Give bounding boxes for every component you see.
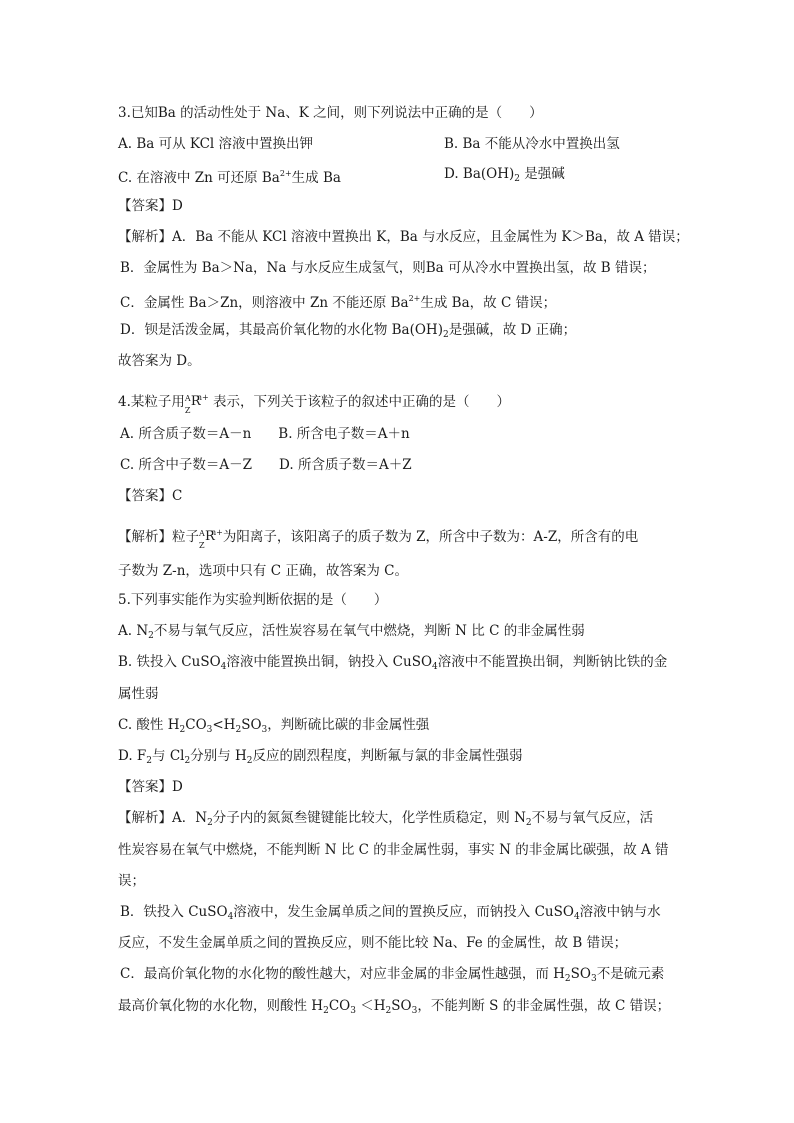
- q5-option-d: D. $F_2$与 $Cl_2$分别与 $H_2$反应的剧烈程度，判断氟与氯的非金属性强弱: [118, 748, 523, 766]
- q4-stem: 4.某粒子用 A Z R $^{n+}$ 表示，下列关于该粒子的叙述中正确的是（ ）: [118, 393, 511, 415]
- q5-stem: 5.下列事实能作为实验判断依据的是（ ）: [118, 592, 388, 608]
- q3-option-d: D. $Ba(OH)_2$ 是强碱: [444, 166, 565, 184]
- q5-answer: 【答案】D: [118, 779, 183, 795]
- q4-options-cd: C. 所含中子数＝A－Z D. 所含质子数＝A＋Z: [120, 457, 412, 473]
- q5-explanation-line: 【解析】A．$N_2$分子内的氮氮叁键键能比较大，化学性质稳定，则 $N_2$不易与氧气反应，活: [118, 810, 654, 828]
- q5-explanation-line: 误；: [118, 873, 145, 889]
- q3-option-c: C. 在溶液中 Zn 可还原 $Ba^{2+}$生成 Ba: [118, 169, 341, 186]
- nuclide-symbol: A Z R: [184, 394, 201, 415]
- q5-explanation-line: 性炭容易在氧气中燃烧，不能判断 N 比 C 的非金属性弱，事实 N 的非金属比碳强，故 A 错: [118, 842, 669, 858]
- nuclide-symbol: A Z R: [199, 529, 215, 550]
- q4-explanation-line: 子数为 Z-n，选项中只有 C 正确，故答案为 C。: [118, 563, 408, 579]
- q5-option-b: B. 铁投入 CuSO$_4$溶液中能置换出铜，钠投入 CuSO$_4$溶液中不能置换出铜，判断钠比铁的金: [118, 654, 668, 672]
- q4-explanation-line: 【解析】粒子 A Z R $^{n+}$为阳离子，该阳离子的质子数为 Z，所含中子数为：A-Z，所含有的电: [118, 528, 639, 550]
- q5-option-a: A. $N_2$不易与氧气反应，活性炭容易在氧气中燃烧，判断 N 比 C 的非金属性弱: [118, 623, 585, 641]
- q3-explanation-line: B．金属性为 Ba＞Na，Na 与水反应生成氢气，则Ba 可从冷水中置换出氢，故 B 错误；: [120, 260, 656, 276]
- q4-answer: 【答案】C: [118, 488, 183, 504]
- q5-explanation-line: 反应，不发生金属单质之间的置换反应，则不能比较 Na、Fe 的金属性，故 B 错误；: [118, 935, 628, 951]
- q5-explanation-line: B．铁投入 CuSO$_4$溶液中，发生金属单质之间的置换反应，而钠投入 CuSO$_4$溶液中钠与水: [120, 904, 661, 922]
- q3-explanation-line: D．钡是活泼金属，其最高价氧化物的水化物 $Ba(OH)_2$是强碱，故 D 正确；: [120, 322, 577, 340]
- q4-options-ab: A. 所含质子数＝A－n B. 所含电子数＝A＋n: [120, 426, 410, 442]
- q3-answer: 【答案】D: [118, 198, 183, 214]
- q3-explanation-line: 故答案为 D。: [118, 353, 201, 369]
- q3-option-a: A. Ba 可从 KCl 溶液中置换出钾: [118, 136, 314, 152]
- q5-option-b-cont: 属性弱: [118, 686, 159, 702]
- q5-explanation-line: 最高价氧化物的水化物，则酸性 $H_2CO_3 <H_2SO_3$，不能判断 S 的非金属性强，故 C 错误；: [118, 998, 671, 1016]
- q3-stem: 3.已知Ba 的活动性处于 Na、K 之间，则下列说法中正确的是（ ）: [118, 105, 543, 121]
- q5-option-c: C. 酸性 $H_2CO_3<H_2SO_3$，判断硫比碳的非金属性强: [118, 717, 430, 735]
- q3-explanation-line: 【解析】A．Ba 不能从 KCl 溶液中置换出 K，Ba 与水反应，且金属性为 K＞Ba，故 A 错误；: [118, 229, 689, 245]
- q3-option-b: B. Ba 不能从冷水中置换出氢: [444, 136, 620, 152]
- q5-explanation-line: C．最高价氧化物的水化物的酸性越大，对应非金属的非金属性越强，而 $H_2SO_3$不是硫元素: [120, 966, 665, 984]
- q3-explanation-line: C．金属性 Ba＞Zn，则溶液中 Zn 不能还原 $Ba^{2+}$生成 Ba，故 C 错误；: [120, 294, 557, 311]
